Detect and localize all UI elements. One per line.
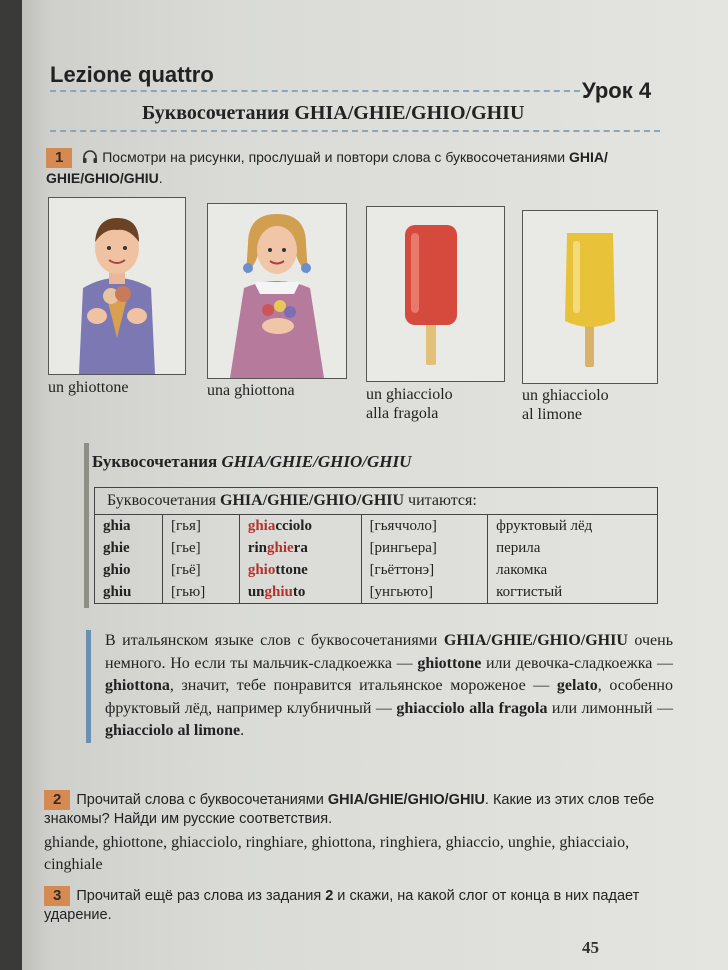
task-badge-2: 2 [44,790,70,810]
info-block-title [92,452,411,472]
table-header-c: читаются: [404,492,477,509]
word-list: ghiande, ghiottone, ghiacciolo, ringhiare, ghiottona, ringhiera, ghiaccio, unghie, ghiacciaio, cinghiale [44,834,630,873]
task-3 [44,886,684,924]
picture-strawberry-ice-lolly [366,206,505,382]
meaning-cell: фруктовый лёд [488,515,658,538]
caption-1-line-1: un ghiottone [48,379,129,396]
sound-cell: [гье] [163,537,240,559]
combo-cell: ghie [95,537,163,559]
caption-3-line-1: un ghiacciolo [366,386,453,403]
transcription-cell: [унгьюто] [361,581,488,604]
task-1-text-b: GHIA/ [568,149,608,165]
word-cell: ringhiera [239,537,361,559]
word-cell: unghiuto [239,581,361,604]
caption-3 [366,385,453,423]
caption-4 [522,386,609,424]
word-cell: ghiacciolo [239,515,361,538]
table-row [95,537,658,559]
table-header-row [95,488,658,515]
meaning-cell: когтистый [488,581,658,604]
picture-lemon-ice-lolly [522,210,658,384]
meaning-cell: лакомка [488,559,658,581]
table-header-b: GHIA/GHIE/GHIO/GHIU [220,492,405,509]
pronunciation-table [94,487,658,604]
task-1-text-c: GHIE/GHIO/GHIU [46,170,159,186]
task-badge-3: 3 [44,886,70,906]
explanation-text: В итальянском языке слов с буквосочетаниями GHIA/GHIE/GHIO/GHIU очень немного. Но если ты мальчик-сладкоежка — ghiottone или девочка-сладкоежка — ghiottona, значит, тебе понравится итальянское мороженое — gelato, особенно фруктовый лёд, например клубничный — ghiacciolo alla fragola или лимонный — ghiacciolo al limone. [86,630,673,743]
lesson-title-italian: Lezione quattro [50,62,214,87]
transcription-cell: [гьёттонэ] [361,559,488,581]
table-row [95,581,658,604]
headphones-icon [82,149,98,169]
info-block-title-b: GHIA/GHIE/GHIO/GHIU [221,452,412,471]
sound-cell: [гьё] [163,559,240,581]
task-3-text-a: Прочитай ещё раз слова из задания [76,888,326,904]
meaning-cell: перила [488,537,658,559]
task-2-text-c: . Какие из этих слов тебе знакомы? Найди им русские соответствия. [44,792,655,827]
section-divider [50,130,660,132]
combo-cell: ghia [95,515,163,538]
task-1-text-a: Посмотри на рисунки, прослушай и повтори слова с буквосочетаниями [102,149,569,165]
caption-4-line-2: al limone [522,406,582,423]
task-badge-1: 1 [46,148,72,168]
sound-cell: [гью] [163,581,240,604]
sound-cell: [гья] [163,515,240,538]
task-2-text-b: GHIA/GHIE/GHIO/GHIU [327,792,485,808]
task-2 [44,790,684,828]
picture-boy [48,197,186,375]
table-header [95,488,658,515]
task-2-text-a: Прочитай слова с буквосочетаниями [76,792,328,808]
caption-3-line-2: alla fragola [366,405,439,422]
caption-1 [48,378,128,397]
word-cell: ghiottone [239,559,361,581]
task-3-text-c: и скажи, на какой слог от конца в них падает ударение. [44,888,640,923]
task-1-text-d: . [158,170,163,186]
page-number: 45 [582,938,599,957]
caption-2-line-1: una ghiottona [207,382,295,399]
combo-cell: ghio [95,559,163,581]
table-header-a: Буквосочетания [107,492,221,509]
header-divider [50,90,580,92]
table-row [95,515,658,538]
table-row [95,559,658,581]
picture-girl [207,203,347,379]
task-1 [46,148,686,187]
task-3-text-b: 2 [325,888,334,904]
combo-cell: ghiu [95,581,163,604]
lesson-title-russian: Урок 4 [582,78,652,103]
transcription-cell: [рингьера] [361,537,488,559]
transcription-cell: [гьяччоло] [361,515,488,538]
textbook-page [22,0,728,970]
caption-4-line-1: un ghiacciolo [522,387,609,404]
info-block-title-a: Буквосочетания [92,452,222,471]
section-title: Буквосочетания GHIA/GHIE/GHIO/GHIU [142,102,525,124]
caption-2 [207,381,295,400]
